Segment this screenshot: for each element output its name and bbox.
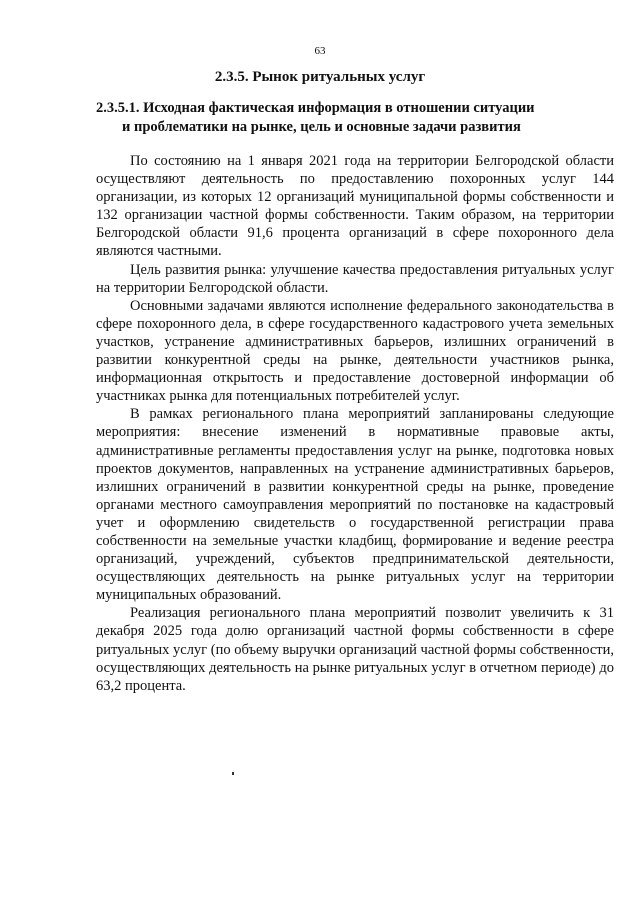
subsection-title-line-1: 2.3.5.1. Исходная фактическая информация в отношении ситуации <box>96 100 535 116</box>
paragraph-expected-result: Реализация регионального плана мероприятий позволит увеличить к 31 декабря 2025 года долю организаций частной формы собственности в сфере ритуальных услуг (по объему выручки организаций частной формы собственности, осуществляющих деятельность на рынке ритуальных услуг в отчетном периоде) до 63,2 процента. <box>96 605 614 694</box>
section-title: 2.3.5. Рынок ритуальных услуг <box>214 69 426 85</box>
page-number: 63 <box>314 45 326 57</box>
paragraph-current-state: По состоянию на 1 января 2021 года на территории Белгородской области осуществляют деятельность по предоставлению похоронных услуг 144 организации, из которых 12 организаций муниципальной формы собственности и 132 организации частной формы собственности. Таким образом, на территории Белгородской области 91,6 процента организаций в сфере похоронного дела являются частными. <box>96 153 614 260</box>
subsection-title-line-2: и проблематики на рынке, цель и основные задачи развития <box>122 119 521 135</box>
scan-speck <box>232 772 234 775</box>
subsection-title <box>96 99 596 137</box>
paragraph-planned-measures: В рамках регионального плана мероприятий запланированы следующие мероприятия: внесение изменений в нормативные правовые акты, административные регламенты предоставления услуг на рынке, подготовка новых проектов документов, направленных на устранение административных барьеров, излишних ограничений в развитии конкурентной среды на рынке, проведение органами местного самоуправления мероприятий по постановке на кадастровый учет и оформлению свидетельств о государственной регистрации права собственности на земельные участки кладбищ, формирование и ведение реестра организаций, учреждений, субъектов предпринимательской деятельности, осуществляющих деятельность на рынке ритуальных услуг на территории муниципальных образований. <box>96 406 614 604</box>
body-text <box>96 152 614 695</box>
paragraph-market-goal: Цель развития рынка: улучшение качества предоставления ритуальных услуг на территории Белгородской области. <box>96 261 614 296</box>
paragraph-main-tasks: Основными задачами являются исполнение федерального законодательства в сфере похоронного дела, в сфере государственного кадастрового учета земельных участков, устранение административных барьеров, излишних ограничений в развитии конкурентной среды на рынке, деятельности участников рынка, информационная открытость и предоставление достоверной информации об участниках рынка для потенциальных потребителей услуг. <box>96 297 614 405</box>
